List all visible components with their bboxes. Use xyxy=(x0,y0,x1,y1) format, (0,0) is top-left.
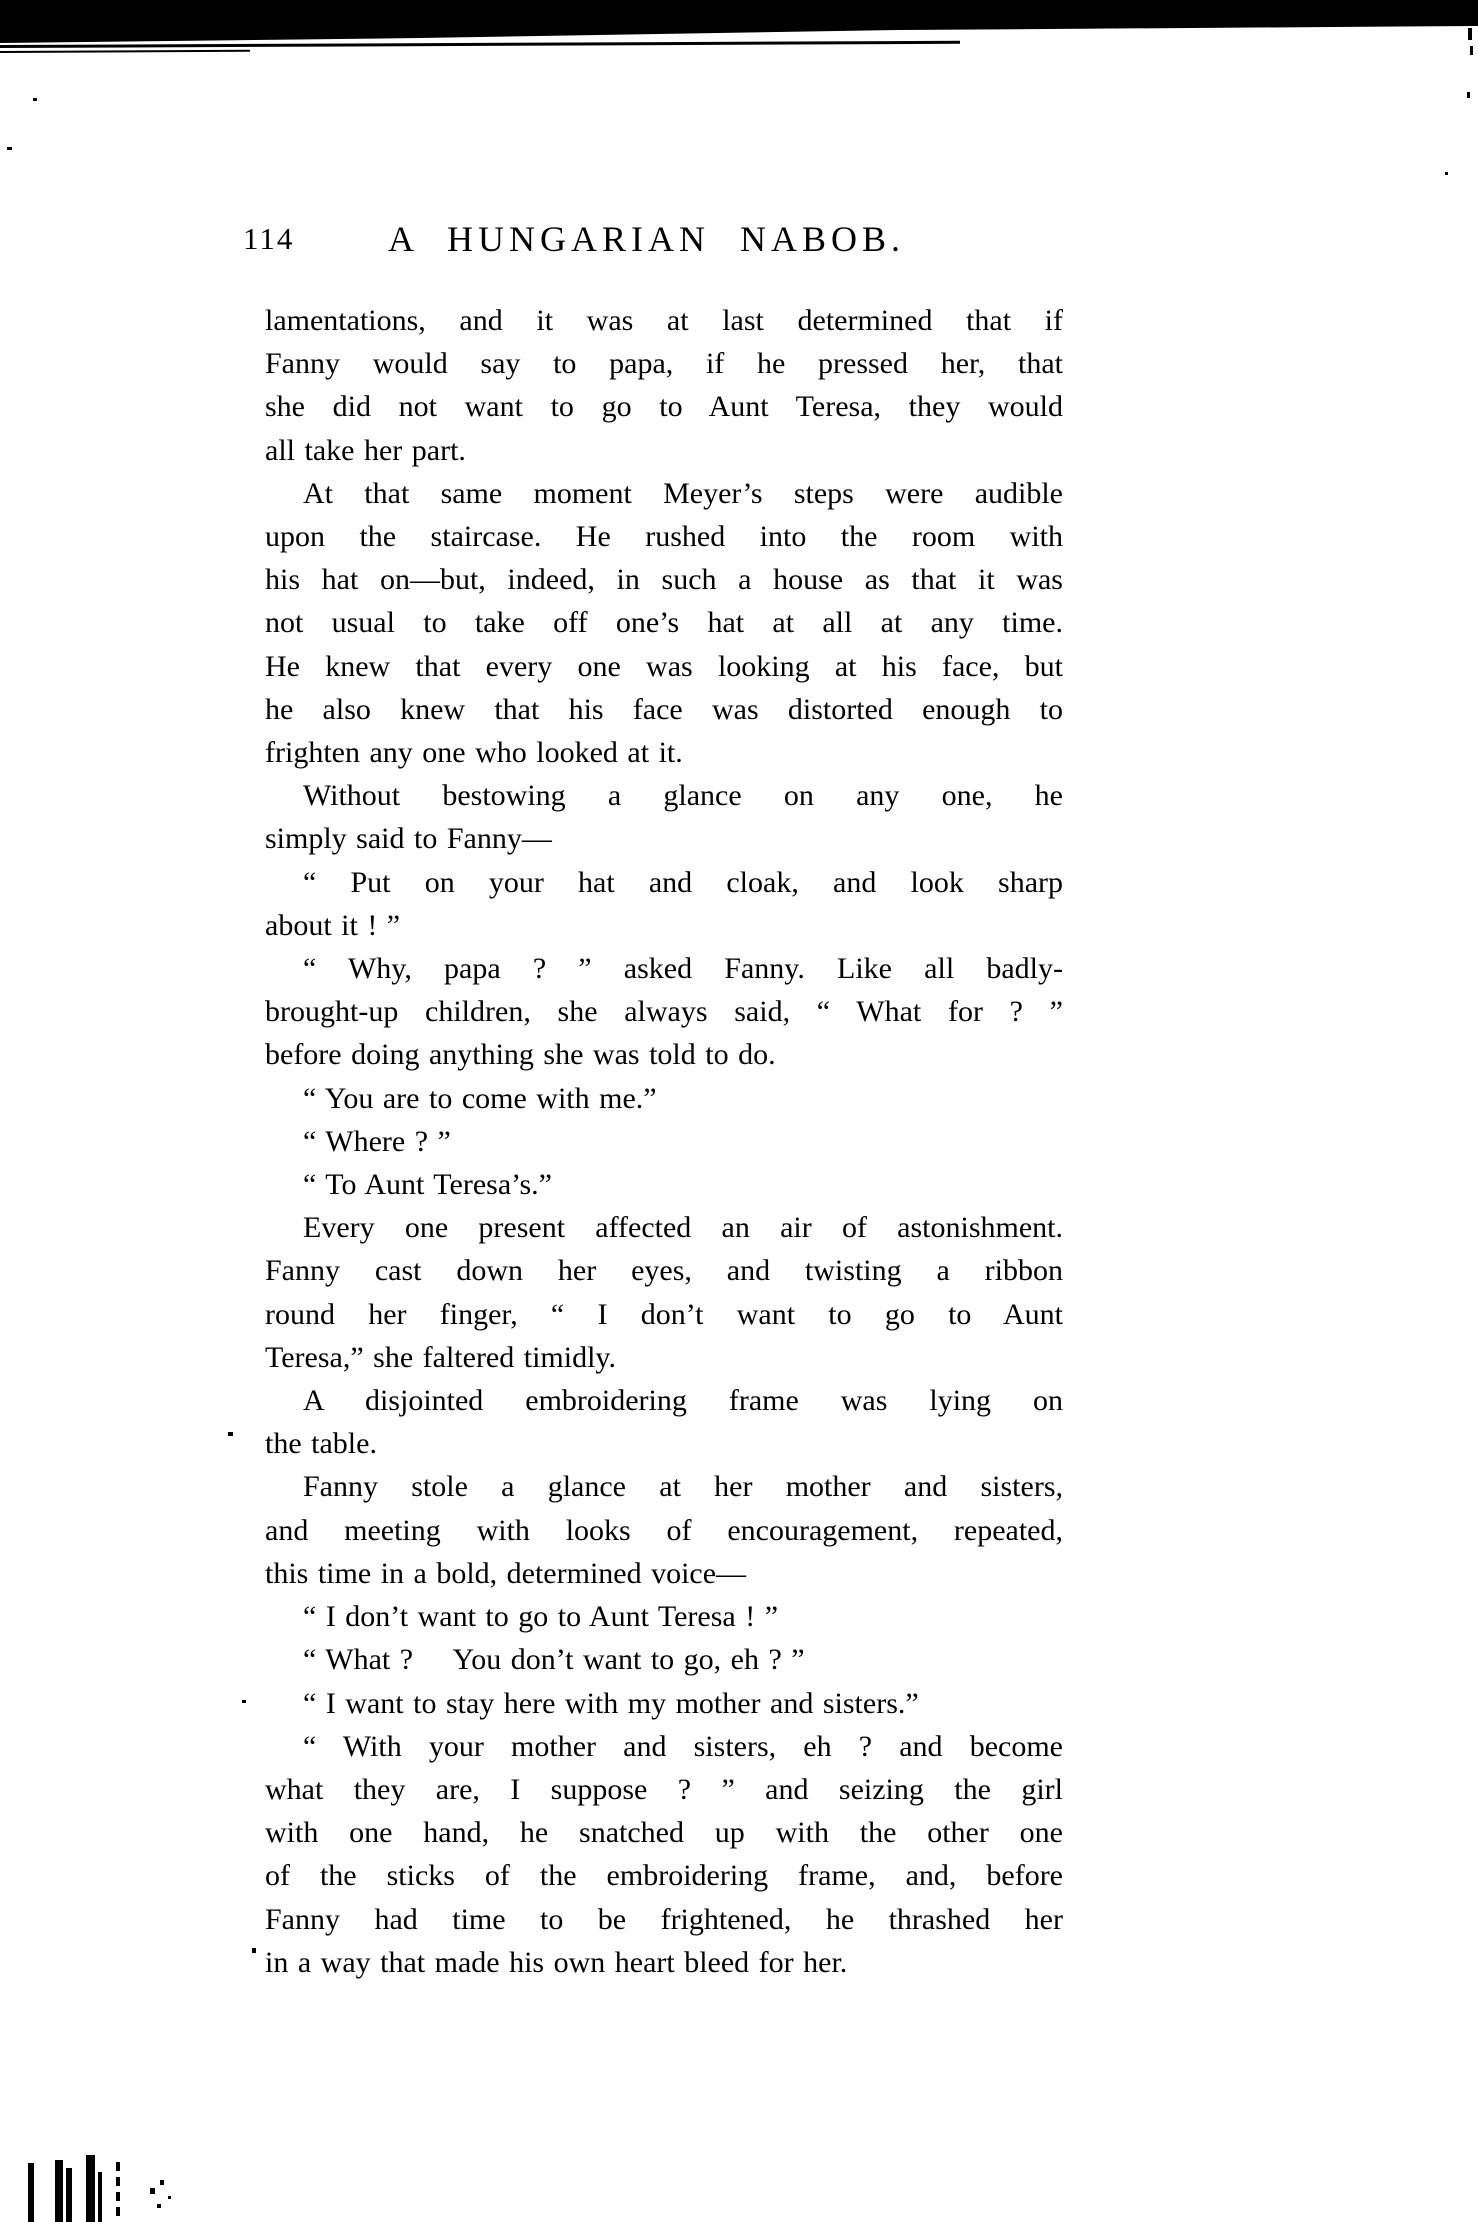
scan-speck xyxy=(1470,46,1473,55)
scan-speck xyxy=(33,98,37,101)
text-line: the table. xyxy=(265,1427,377,1461)
scan-speck xyxy=(7,147,12,150)
text-line: “ What ? You don’t want to go, eh ? ” xyxy=(303,1643,805,1677)
text-line: about it ! ” xyxy=(265,908,401,942)
text-line: He knew that every one was looking at his face, but xyxy=(265,649,1063,683)
scan-speck xyxy=(160,2180,164,2185)
text-line: all take her part. xyxy=(265,433,466,467)
text-line: A disjointed embroidering frame was lying on xyxy=(303,1384,1063,1418)
text-line: upon the staircase. He rushed into the room with xyxy=(265,520,1063,554)
scan-top-rule-short xyxy=(0,50,250,53)
text-line: with one hand, he snatched up with the other one xyxy=(265,1816,1063,1850)
scan-binding-mark xyxy=(66,2168,72,2222)
text-line: Fanny had time to be frightened, he thrashed her xyxy=(265,1902,1063,1936)
scan-speck xyxy=(157,2204,161,2208)
text-line: simply said to Fanny— xyxy=(265,822,552,856)
text-line: lamentations, and it was at last determined that if xyxy=(265,304,1063,337)
scan-binding-mark xyxy=(55,2160,63,2222)
page-number: 114 xyxy=(243,221,295,256)
text-line: “ Put on your hat and cloak, and look sharp xyxy=(303,865,1063,899)
text-line: and meeting with looks of encouragement, repeated, xyxy=(265,1513,1063,1547)
scan-speck xyxy=(168,2196,171,2199)
scan-top-band xyxy=(0,0,1478,46)
text-line: “ I don’t want to go to Aunt Teresa ! ” xyxy=(303,1600,779,1634)
text-line: of the sticks of the embroidering frame, and, before xyxy=(265,1859,1063,1893)
text-line: At that same moment Meyer’s steps were audible xyxy=(303,476,1063,510)
scan-speck xyxy=(150,2188,155,2194)
text-line: not usual to take off one’s hat at all at any time. xyxy=(265,606,1063,640)
page-body xyxy=(265,299,1063,1984)
scan-speck xyxy=(1445,172,1448,175)
text-line: “ With your mother and sisters, eh ? and become xyxy=(303,1729,1063,1763)
scan-speck xyxy=(1468,28,1472,40)
page-title: A HUNGARIAN NABOB. xyxy=(388,219,906,259)
text-line: Teresa,” she faltered timidly. xyxy=(265,1340,616,1374)
scan-speck xyxy=(242,1700,246,1703)
text-line: “ You are to come with me.” xyxy=(303,1081,657,1115)
text-line: “ To Aunt Teresa’s.” xyxy=(303,1168,552,1202)
text-line: round her finger, “ I don’t want to go to Aunt xyxy=(265,1297,1063,1331)
scan-top-rule xyxy=(0,41,960,48)
scan-speck xyxy=(1467,92,1470,98)
text-line: Fanny cast down her eyes, and twisting a ribbon xyxy=(265,1254,1063,1288)
scan-binding-mark xyxy=(116,2162,120,2222)
text-line: Every one present affected an air of astonishment. xyxy=(303,1211,1063,1245)
text-line: frighten any one who looked at it. xyxy=(265,736,683,770)
text-line: in a way that made his own heart bleed for her. xyxy=(265,1945,848,1979)
text-line: “ Why, papa ? ” asked Fanny. Like all badly- xyxy=(303,952,1063,986)
text-line: Fanny stole a glance at her mother and sisters, xyxy=(303,1470,1063,1504)
text-line: “ Where ? ” xyxy=(303,1124,451,1158)
scan-binding-mark xyxy=(98,2172,102,2222)
text-line: “ I want to stay here with my mother and sisters.” xyxy=(303,1686,919,1720)
text-line: Without bestowing a glance on any one, he xyxy=(303,779,1063,813)
text-line: brought-up children, she always said, “ What for ? ” xyxy=(265,995,1063,1029)
scan-binding-mark xyxy=(86,2155,95,2222)
text-line: she did not want to go to Aunt Teresa, they would xyxy=(265,390,1063,424)
scan-speck xyxy=(252,1948,256,1953)
scan-speck xyxy=(228,1432,233,1436)
text-line: his hat on—but, indeed, in such a house as that it was xyxy=(265,563,1063,597)
text-line: Fanny would say to papa, if he pressed her, that xyxy=(265,347,1063,381)
text-line: he also knew that his face was distorted enough to xyxy=(265,692,1063,726)
text-line: what they are, I suppose ? ” and seizing the girl xyxy=(265,1772,1063,1806)
text-line: before doing anything she was told to do. xyxy=(265,1038,776,1072)
text-line: this time in a bold, determined voice— xyxy=(265,1556,747,1590)
scan-binding-mark xyxy=(28,2163,34,2222)
